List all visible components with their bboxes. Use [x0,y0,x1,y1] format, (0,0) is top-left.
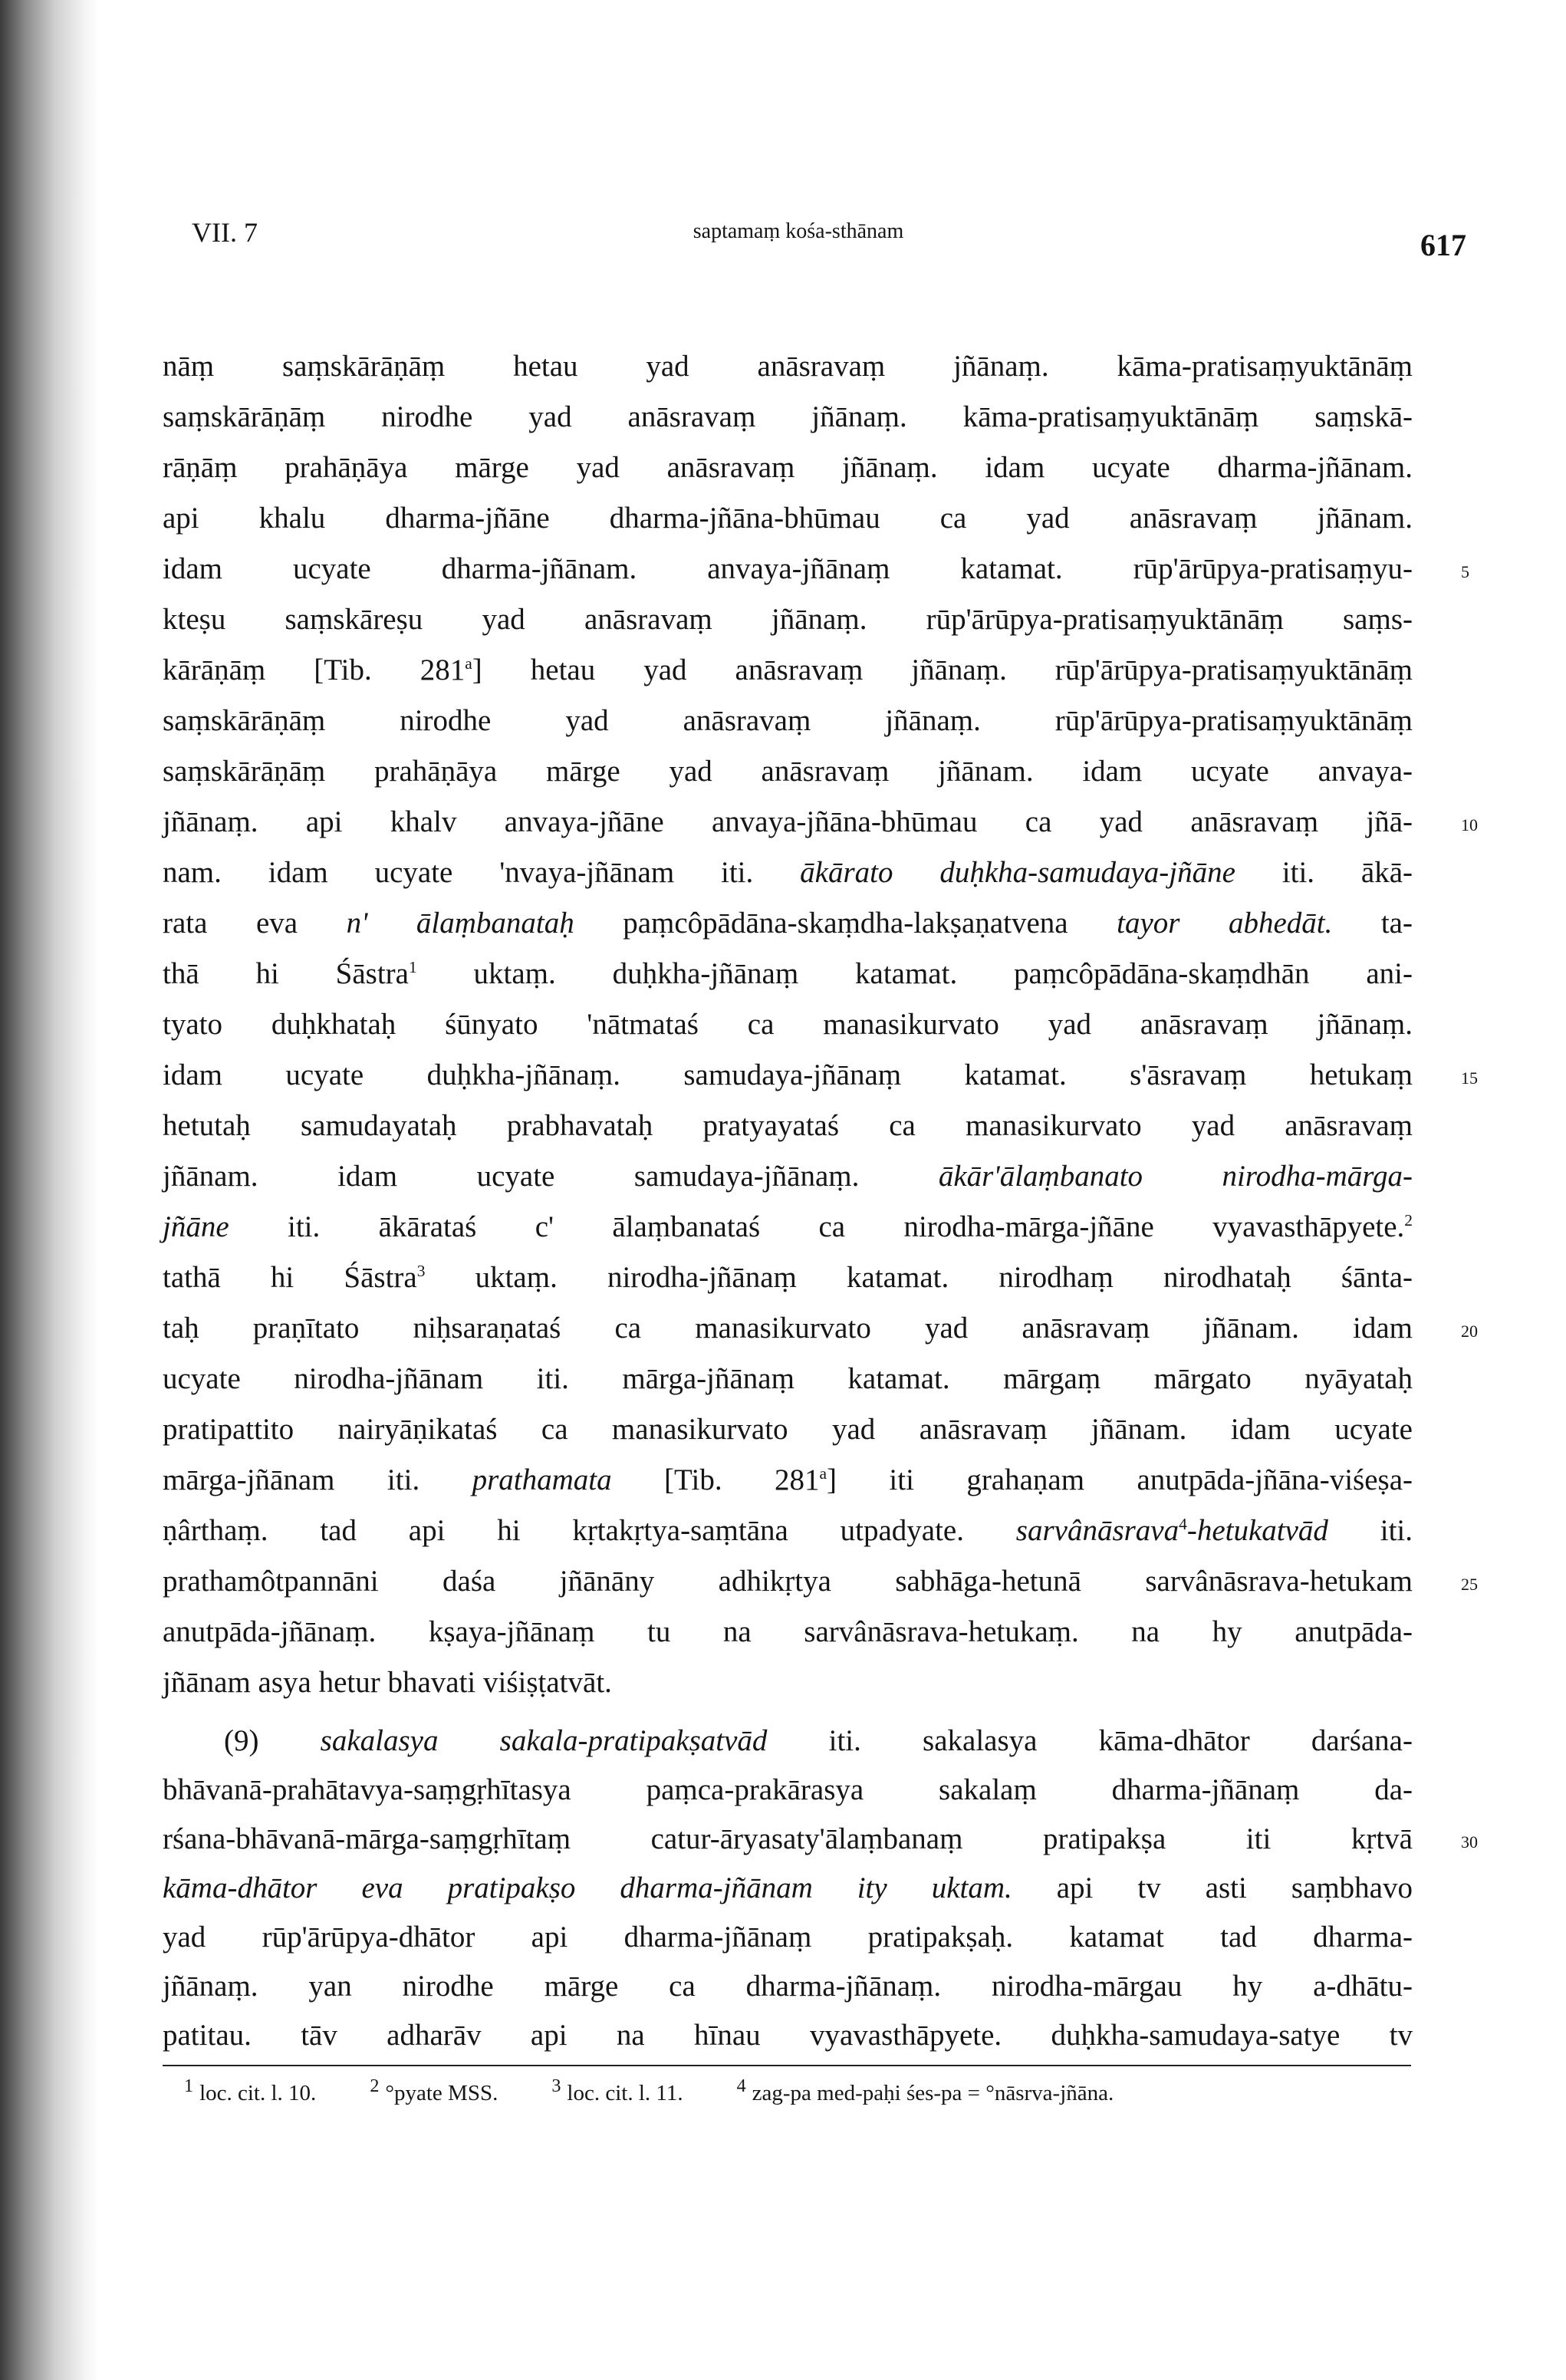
italic-segment: tayor abhedāt. [1117,907,1333,940]
text-segment: tathā hi Śāstra [163,1261,417,1294]
italic-segment: ākār'ālaṃbanato nirodha-mārga- [938,1160,1413,1193]
text-segment: tyato duḥkhataḥ śūnyato 'nātmataś ca manasikurvato yad anāsravaṃ jñānaṃ. [163,1008,1413,1041]
text-line [163,1613,1413,1651]
text-line [163,854,1413,892]
text-line [163,955,1413,993]
text-segment: idam ucyate dharma-jñānam. anvaya-jñānaṃ katamat. rūp'ārūpya-pratisaṃyu- [163,552,1413,585]
text-segment: kteṣu saṃskāreṣu yad anāsravaṃ jñānaṃ. rūp'ārūpya-pratisaṃyuktānāṃ saṃs- [163,603,1413,636]
text-line [163,1664,1413,1702]
text-segment: uktaṃ. nirodha-jñānaṃ katamat. nirodhaṃ nirodhataḥ śānta- [425,1261,1413,1294]
text-segment: jñānam. idam ucyate samudaya-jñānaṃ. [163,1160,939,1193]
text-segment: nāṃ saṃskārāṇāṃ hetau yad anāsravaṃ jñānaṃ. kāma-pratisaṃyuktānāṃ [163,350,1413,383]
text-line [163,601,1413,639]
text-line [163,1562,1413,1601]
margin-line-number: 15 [1461,1068,1478,1088]
footnote [370,2076,498,2106]
text-line [163,1918,1413,1957]
footnote-number: 1 [184,2076,194,2096]
text-line [163,1411,1413,1449]
text-segment: jñānaṃ. yan nirodhe mārge ca dharma-jñānaṃ. nirodha-mārgau hy a-dhātu- [163,1970,1413,2003]
text-segment: saṃskārāṇāṃ nirodhe yad anāsravaṃ jñānaṃ. kāma-pratisaṃyuktānāṃ saṃskā- [163,400,1413,433]
text-segment: idam ucyate duḥkha-jñānaṃ. samudaya-jñānaṃ katamat. s'āsravaṃ hetukaṃ [163,1058,1413,1091]
footnote-marker: 2 [1404,1211,1413,1230]
footnote-text: loc. cit. l. 10. [199,2080,317,2105]
text-segment: ṇârthaṃ. tad api hi kṛtakṛtya-saṃtāna utpadyate. [163,1514,1016,1547]
italic-segment: ākārato duḥkha-samudaya-jñāne [800,856,1235,889]
text-segment: mārga-jñānam iti. [163,1463,472,1496]
text-segment: bhāvanā-prahātavya-saṃgṛhītasya paṃca-prakārasya sakalaṃ dharma-jñānaṃ da- [163,1773,1413,1806]
text-line [163,1006,1413,1044]
text-segment: nam. idam ucyate 'nvaya-jñānam iti. [163,856,801,889]
text-segment: api khalu dharma-jñāne dharma-jñāna-bhūmau ca yad anāsravaṃ jñānam. [163,502,1413,535]
section-number: VII. 7 [192,217,258,248]
text-line [163,499,1413,538]
text-line [163,1157,1413,1196]
footnote [737,2076,1114,2106]
footnote-marker: 3 [416,1262,426,1280]
italic-segment: prathamata [472,1463,612,1496]
text-line [163,347,1413,386]
text-segment: paṃcôpādāna-skaṃdha-lakṣaṇatvena [574,907,1117,940]
footnote-text: loc. cit. l. 11. [567,2080,683,2105]
text-line [163,752,1413,791]
text-line [163,1056,1413,1095]
margin-line-number: 5 [1461,562,1469,581]
text-segment: jñānam asya hetur bhavati viśiṣṭatvāt. [163,1666,612,1699]
text-segment: iti. ākā- [1235,856,1413,889]
running-title: saptamaṃ kośa-sthānam [693,219,904,243]
page-number: 617 [1420,228,1466,262]
footnotes [184,2076,1411,2106]
text-line [163,1461,1413,1499]
text-segment: kārāṇāṃ [Tib. 281 [163,653,466,686]
text-segment: ucyate nirodha-jñānam iti. mārga-jñānaṃ katamat. mārgaṃ mārgato nyāyataḥ [163,1362,1413,1395]
footnote-marker: 1 [408,958,417,976]
text-line [163,1820,1413,1858]
text-line [163,702,1413,740]
text-line [163,1309,1413,1348]
text-segment: taḥ praṇītato niḥsaraṇataś ca manasikurvato yad anāsravaṃ jñānam. idam [163,1312,1413,1345]
text-segment: saṃskārāṇāṃ prahāṇāya mārge yad anāsravaṃ jñānam. idam ucyate anvaya- [163,755,1413,788]
footnote-text: °pyate MSS. [385,2080,498,2105]
text-line [224,1722,1413,1760]
text-line [163,1771,1413,1809]
text-line [163,1259,1413,1297]
text-segment: ] iti grahaṇam anutpāda-jñāna-viśeṣa- [827,1463,1413,1496]
text-line [163,550,1413,588]
italic-segment: jñāne [163,1210,229,1243]
footnote-number: 2 [370,2076,380,2096]
text-segment: ] hetau yad anāsravaṃ jñānaṃ. rūp'ārūpya-pratisaṃyuktānāṃ [472,653,1413,686]
footnote [184,2076,316,2106]
text-segment: uktaṃ. duḥkha-jñānaṃ katamat. paṃcôpādāna-skaṃdhān ani- [416,957,1413,990]
italic-segment: sakalasya sakala-pratipakṣatvād [320,1724,768,1757]
margin-line-number: 25 [1461,1575,1478,1594]
text-segment: iti. sakalasya kāma-dhātor darśana- [767,1724,1413,1757]
italic-segment: -hetukatvād [1186,1514,1328,1547]
footnote-marker: 4 [1179,1515,1187,1533]
footnote-marker: a [465,654,472,673]
text-segment: pratipattito nairyāṇikataś ca manasikurvato yad anāsravaṃ jñānam. idam ucyate [163,1413,1413,1446]
text-segment: thā hi Śāstra [163,957,409,990]
margin-line-number: 30 [1461,1832,1478,1852]
text-line [163,1967,1413,2006]
text-segment: patitau. tāv adharāv api na hīnau vyavasthāpyete. duḥkha-samudaya-satye tv [163,2019,1413,2052]
text-line [163,904,1413,943]
text-segment: rata eva [163,907,347,940]
text-segment: anutpāda-jñānaṃ. kṣaya-jñānaṃ tu na sarvânāsrava-hetukaṃ. na hy anutpāda- [163,1615,1413,1648]
text-segment: (9) [224,1724,321,1757]
italic-segment: sarvânāsrava [1015,1514,1179,1547]
text-line [163,1512,1413,1550]
footnote-rule [163,2065,1411,2066]
italic-segment: kāma-dhātor eva pratipakṣo dharma-jñānam ity uktam. [163,1871,1012,1904]
text-line [163,398,1413,436]
text-segment: saṃskārāṇāṃ nirodhe yad anāsravaṃ jñānaṃ. rūp'ārūpya-pratisaṃyuktānāṃ [163,704,1413,737]
margin-line-number: 20 [1461,1322,1478,1341]
text-line [163,1107,1413,1145]
text-line [163,2016,1413,2055]
text-segment: yad rūp'ārūpya-dhātor api dharma-jñānaṃ pratipakṣaḥ. katamat tad dharma- [163,1921,1413,1954]
text-line [163,1360,1413,1398]
text-segment: hetutaḥ samudayataḥ prabhavataḥ pratyayataś ca manasikurvato yad anāsravaṃ [163,1109,1413,1142]
text-line [163,803,1413,841]
text-segment: ta- [1332,907,1413,940]
text-line [163,651,1413,690]
footnote-number: 4 [736,2076,746,2096]
margin-line-number: 10 [1461,815,1478,834]
book-binding-shadow [0,0,100,2380]
text-segment: iti. ākārataś c' ālaṃbanataś ca nirodha-mārga-jñāne vyavasthāpyete. [229,1210,1405,1243]
text-segment: jñānaṃ. api khalv anvaya-jñāne anvaya-jñāna-bhūmau ca yad anāsravaṃ jñā- [163,805,1413,838]
text-segment: iti. [1327,1514,1413,1547]
footnote-number: 3 [551,2076,561,2096]
footnote-marker: a [819,1464,827,1483]
text-segment: rśana-bhāvanā-mārga-saṃgṛhītaṃ catur-āryasaty'ālaṃbanaṃ pratipakṣa iti kṛtvā [163,1822,1413,1855]
text-line [163,1869,1413,1908]
text-segment: prathamôtpannāni daśa jñānāny adhikṛtya sabhāga-hetunā sarvânāsrava-hetukam [163,1565,1413,1598]
text-segment: [Tib. 281 [611,1463,820,1496]
footnote [551,2076,683,2106]
footnote-text: zag-pa med-paḥi śes-pa = °nāsrva-jñāna. [752,2080,1114,2105]
italic-segment: n' ālaṃbanataḥ [346,907,574,940]
text-segment: rāṇāṃ prahāṇāya mārge yad anāsravaṃ jñānaṃ. idam ucyate dharma-jñānam. [163,451,1413,484]
text-segment: api tv asti saṃbhavo [1012,1871,1413,1904]
text-line [163,1208,1413,1246]
text-line [163,449,1413,487]
